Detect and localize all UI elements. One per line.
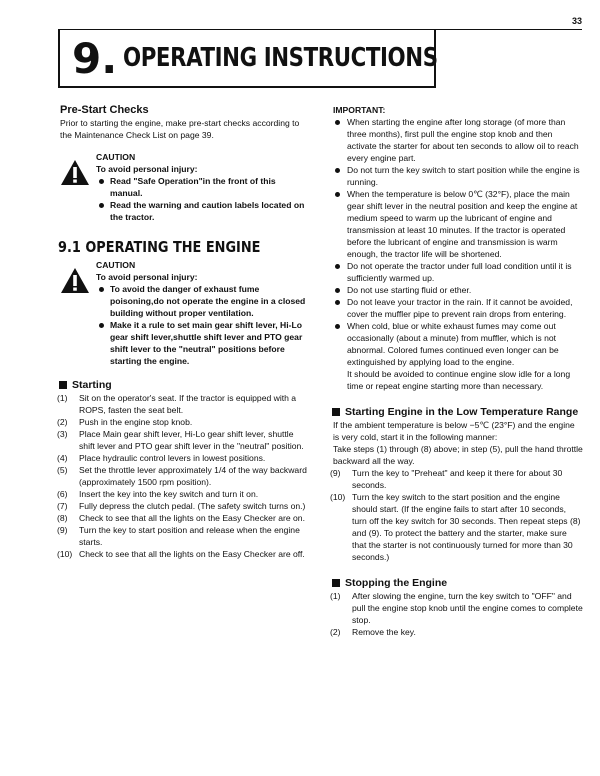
list-item — [57, 416, 308, 428]
square-bullet-icon — [332, 408, 340, 416]
right-column — [330, 104, 583, 638]
step-text: Push in the engine stop knob. — [79, 417, 193, 427]
step-number: (10) — [330, 492, 346, 502]
step-number: (1) — [57, 393, 68, 403]
important-list — [333, 116, 583, 368]
square-bullet-icon — [59, 381, 67, 389]
low-temp-intro2: Take steps (1) through (8) above; in step (5), pull the hand throttle backward all the way. — [333, 444, 583, 466]
list-item — [57, 500, 308, 512]
list-item — [57, 524, 308, 548]
step-text: Place hydraulic control levers in lowest positions. — [79, 453, 266, 463]
list-item — [330, 626, 583, 638]
list-item: Do not use starting fluid or ether. — [333, 284, 583, 296]
stopping-steps — [330, 590, 583, 638]
list-item: Do not turn the key switch to start position while the engine is running. — [333, 164, 583, 188]
step-number: (9) — [57, 525, 68, 535]
caution-block-1 — [60, 151, 308, 223]
caution-item: Read "Safe Operation"in the front of this manual. — [96, 175, 308, 199]
caution-title: CAUTION — [96, 260, 136, 270]
list-item — [57, 512, 308, 524]
section-heading: 9.1 OPERATING THE ENGINE — [58, 238, 261, 256]
step-text: Insert the key into the key switch and turn it on. — [79, 489, 259, 499]
caution-subtitle: To avoid personal injury: — [96, 164, 198, 174]
starting-heading-text: Starting — [72, 379, 112, 391]
step-text: After slowing the engine, turn the key switch to "OFF" and pull the engine stop knob until the engine comes to complete stop. — [352, 591, 583, 625]
chapter-title-box — [58, 30, 436, 88]
step-number: (1) — [330, 591, 341, 601]
list-item: When the temperature is below 0℃ (32°F), place the main gear shift lever in the neutral position and keep the engine at medium speed to warm up the lubricant of engine and transmission at least 10 minutes. If the tractor is operated before the lubricant of engine and transmission is warm enough, the tractor life will be shortened. — [333, 188, 583, 260]
caution-subtitle: To avoid personal injury: — [96, 272, 198, 282]
chapter-title: OPERATING INSTRUCTIONS — [123, 43, 438, 73]
list-item — [57, 428, 308, 452]
low-temp-heading-text: Starting Engine in the Low Temperature Range — [345, 406, 579, 418]
prestart-heading: Pre-Start Checks — [60, 104, 149, 116]
low-temp-steps — [330, 467, 583, 563]
list-item — [57, 392, 308, 416]
square-bullet-icon — [332, 579, 340, 587]
list-item: Do not leave your tractor in the rain. If it cannot be avoided, cover the muffler pipe to prevent rain drops from entering. — [333, 296, 583, 320]
list-item — [57, 452, 308, 464]
step-number: (3) — [57, 429, 68, 439]
low-temp-heading — [333, 406, 583, 418]
caution-item: To avoid the danger of exhaust fume poisoning,do not operate the engine in a closed building without proper ventilation. — [96, 283, 308, 319]
step-number: (6) — [57, 489, 68, 499]
step-text: Fully depress the clutch pedal. (The safety switch turns on.) — [79, 501, 306, 511]
list-item — [57, 464, 308, 488]
step-number: (4) — [57, 453, 68, 463]
step-number: (8) — [57, 513, 68, 523]
important-title: IMPORTANT: — [333, 105, 386, 115]
low-temp-intro: If the ambient temperature is below −5℃ (23°F) and the engine is very cold, start it in the following manner: — [333, 420, 575, 442]
starting-heading — [60, 379, 308, 391]
step-text: Turn the key to "Preheat" and keep it there for about 30 seconds. — [352, 468, 563, 490]
step-number: (5) — [57, 465, 68, 475]
step-text: Place Main gear shift lever, Hi-Lo gear shift lever, shuttle shift lever and PTO gear shift lever in the "neutral" position. — [79, 429, 304, 451]
list-item — [57, 488, 308, 500]
list-item — [330, 467, 583, 491]
important-note: It should be avoided to continue engine slow idle for a long time or repeat engine starting more than necessary. — [347, 369, 571, 391]
chapter-number: 9. — [72, 33, 118, 83]
stopping-heading-text: Stopping the Engine — [345, 577, 448, 589]
warning-triangle-icon — [60, 267, 96, 367]
step-text: Turn the key switch to the start position and the engine should start. (If the engine fails to start after 10 seconds, turn off the key switch for 30 seconds. Then repeat steps (8) and (9). To protect the battery and the starter, make sure that the starter is not continuously turned for more than 30 seconds.) — [352, 492, 581, 562]
list-item: When cold, blue or white exhaust fumes may come out occasionally (about a minute) from muffler, which is not abnormal. Colored fumes continued even longer can be extinguished by applying load to the engine. — [333, 320, 583, 368]
step-text: Check to see that all the lights on the Easy Checker are on. — [79, 513, 305, 523]
caution-item: Make it a rule to set main gear shift lever, Hi-Lo gear shift lever,shuttle shift lever and PTO gear shift lever to the "neutral" positions before starting the engine. — [96, 319, 308, 367]
step-text: Remove the key. — [352, 627, 416, 637]
stopping-heading — [333, 577, 583, 589]
list-item: When starting the engine after long storage (of more than three months), first pull the engine stop knob and then activate the starter for about ten seconds to allow oil to reach every engine part. — [333, 116, 583, 164]
caution-item: Read the warning and caution labels located on the tractor. — [96, 199, 308, 223]
step-text: Set the throttle lever approximately 1/4 of the way backward (approximately 1500 rpm position). — [79, 465, 307, 487]
step-text: Check to see that all the lights on the Easy Checker are off. — [79, 549, 305, 559]
caution-block-2 — [60, 259, 308, 367]
starting-steps — [57, 392, 308, 560]
step-number: (2) — [57, 417, 68, 427]
caution-title: CAUTION — [96, 152, 136, 162]
step-number: (10) — [57, 549, 73, 559]
step-number: (7) — [57, 501, 68, 511]
warning-triangle-icon — [60, 159, 96, 223]
list-item: Do not operate the tractor under full load condition until it is sufficiently warmed up. — [333, 260, 583, 284]
page-number: 33 — [571, 16, 582, 26]
step-text: Sit on the operator's seat. If the tractor is equipped with a ROPS, fasten the seat belt. — [79, 393, 297, 415]
step-number: (2) — [330, 627, 341, 637]
list-item — [330, 491, 583, 563]
left-column — [57, 104, 308, 560]
step-number: (9) — [330, 468, 341, 478]
prestart-text: Prior to starting the engine, make pre-start checks according to the Maintenance Check List on page 39. — [60, 118, 300, 140]
step-text: Turn the key to start position and release when the engine starts. — [79, 525, 300, 547]
list-item — [57, 548, 308, 560]
list-item — [330, 590, 583, 626]
